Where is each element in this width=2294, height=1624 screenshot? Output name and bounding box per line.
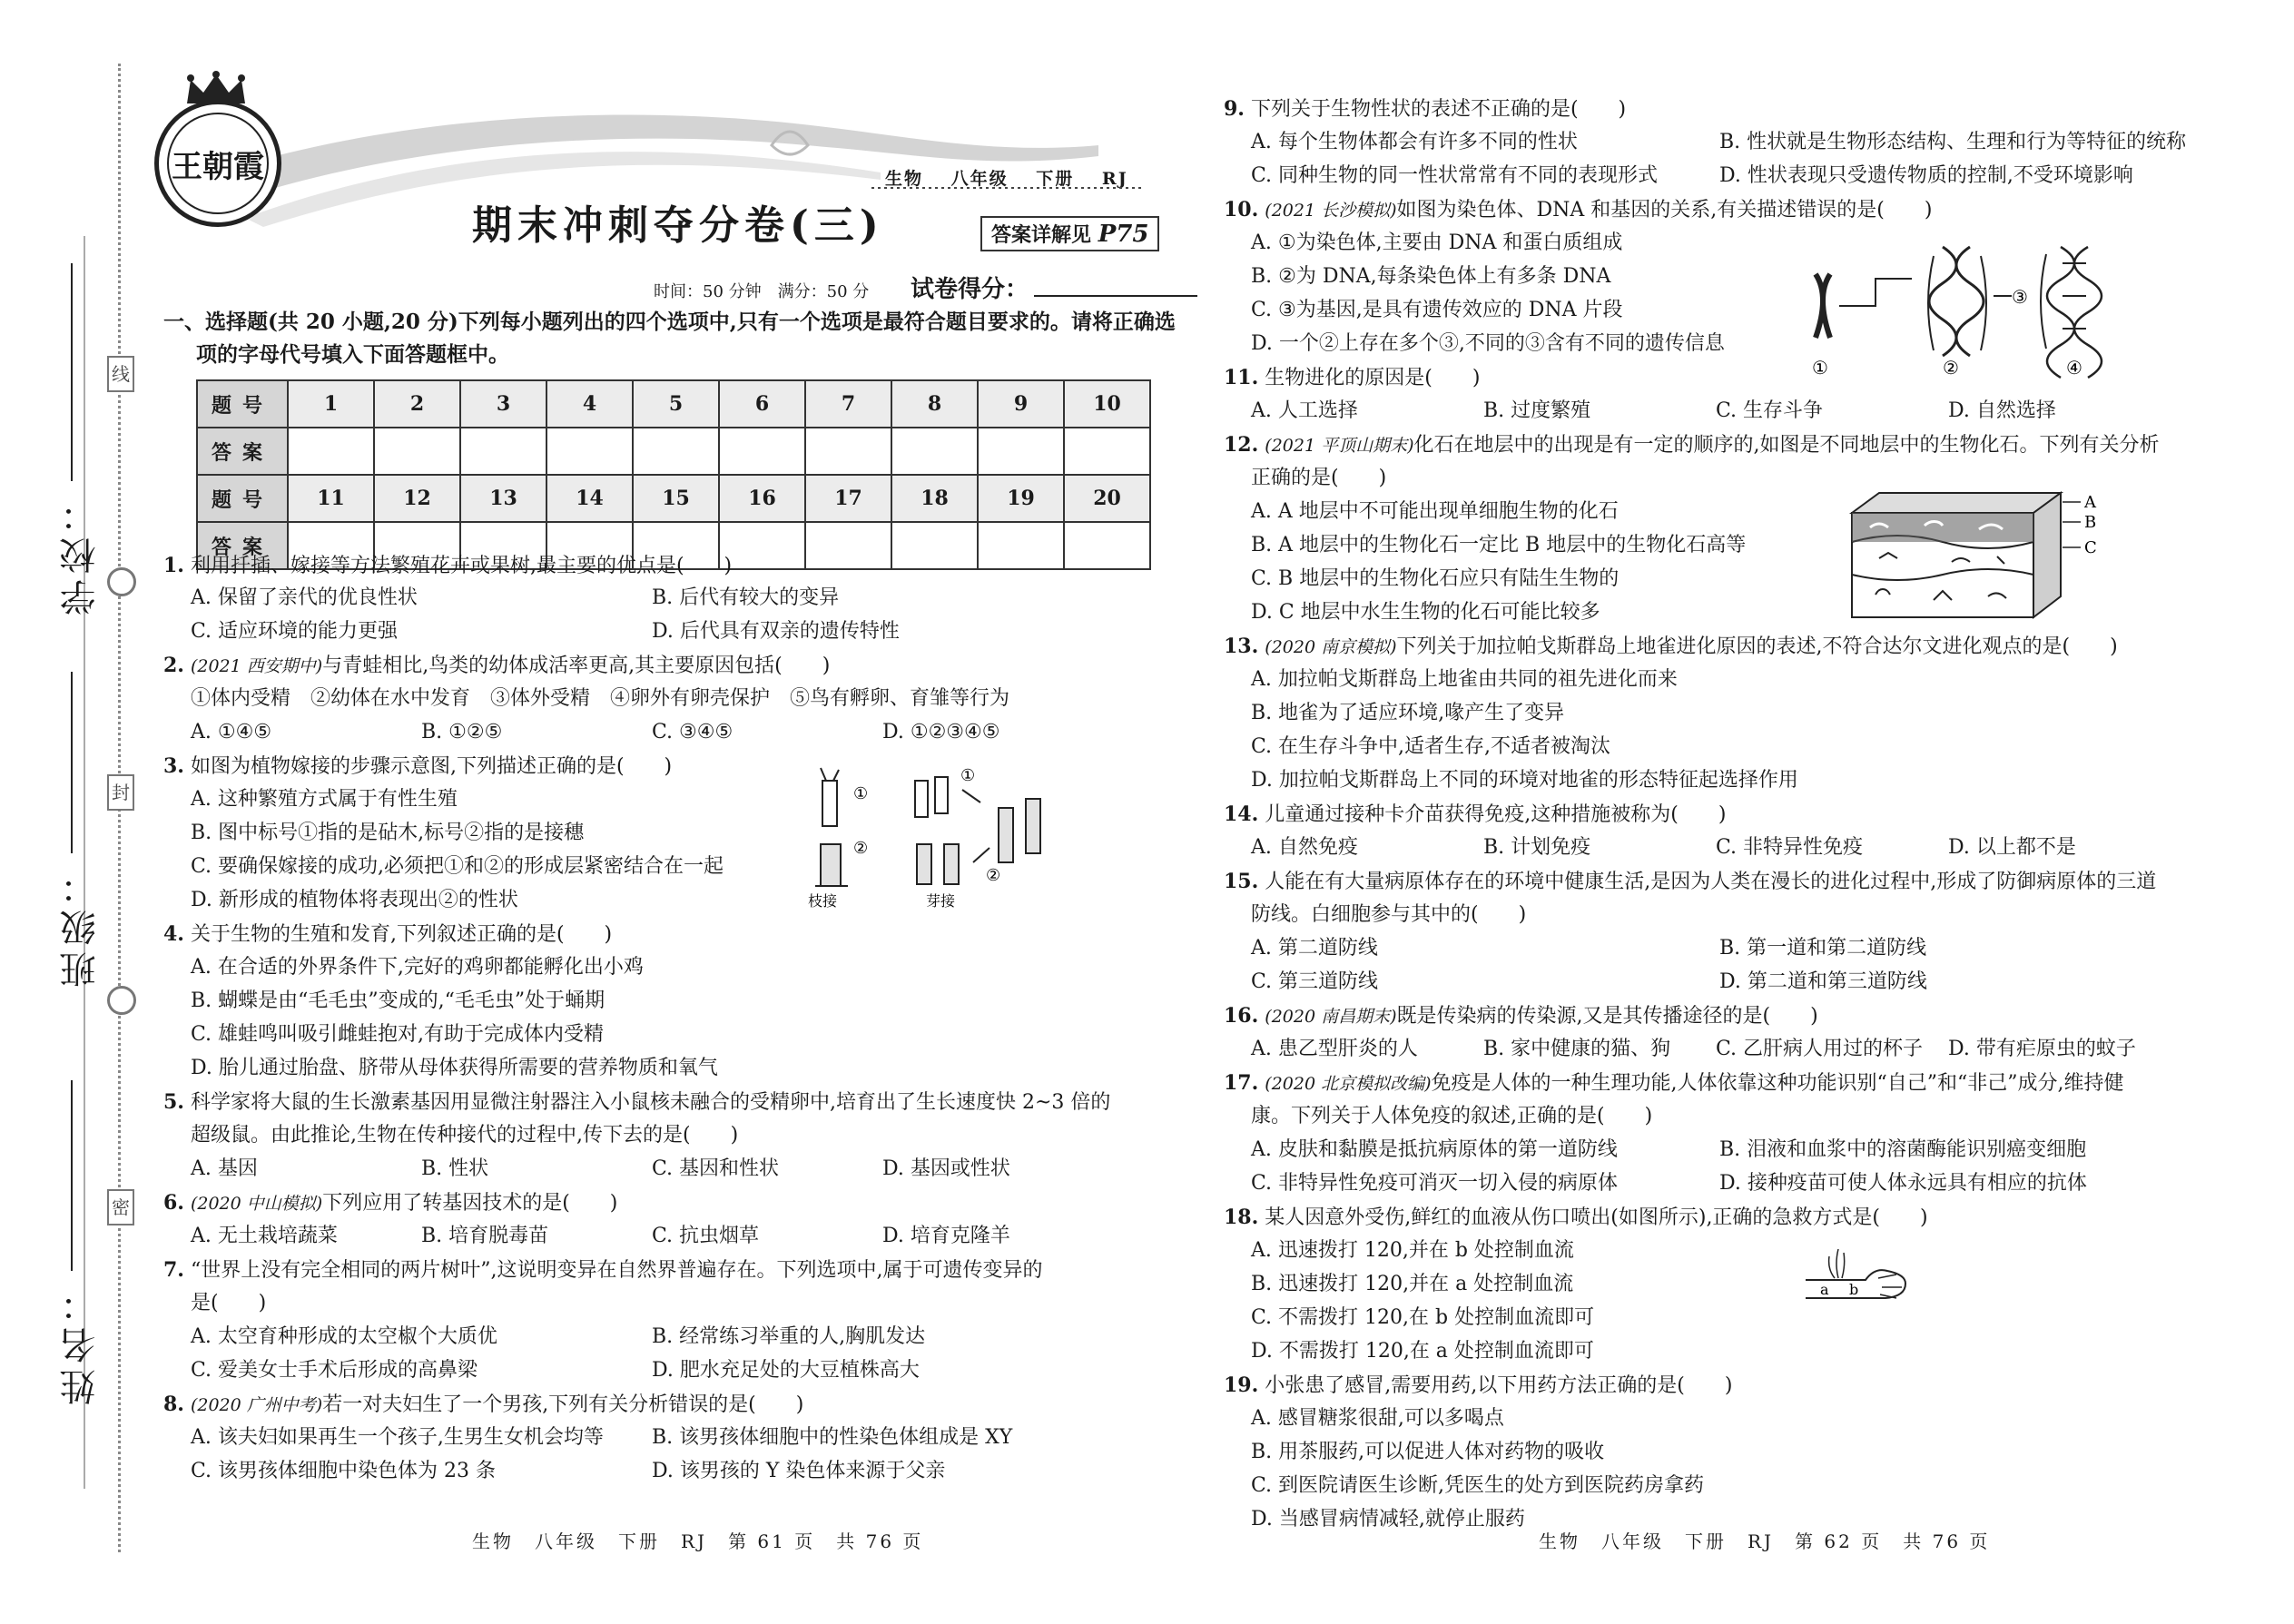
question-7-stem: 7. “世界上没有完全相同的两片树叶”,这说明变异在自然界普遍存在。下列选项中,属于可遗传变异的 (163, 1258, 1043, 1282)
answer-cell[interactable] (719, 428, 805, 475)
option[interactable]: D. 接种疫苗可使人体永远具有相应的抗体 (1719, 1172, 2087, 1195)
option[interactable]: A. 自然免疫 (1251, 836, 1358, 859)
option[interactable]: C. 抗虫烟草 (652, 1225, 760, 1247)
question-14-stem: 14. 儿童通过接种卡介苗获得免疫,这种措施被称为( ) (1224, 802, 1727, 826)
grid-row-answers-1 (197, 428, 1150, 475)
option[interactable]: A. 皮肤和黏膜是抵抗病原体的第一道防线 (1251, 1138, 1618, 1161)
option[interactable]: B. 计划免疫 (1483, 836, 1591, 859)
option[interactable]: C. 第三道防线 (1251, 970, 1379, 993)
answer-cell[interactable] (288, 428, 374, 475)
tag-subject: 生物 (885, 169, 924, 189)
grid-num: 18 (891, 475, 978, 522)
grafting-figure (808, 763, 1080, 908)
option[interactable]: D. 加拉帕戈斯群岛上不同的环境对地雀的形态特征起选择作用 (1251, 769, 1798, 792)
answer-cell[interactable] (460, 428, 546, 475)
option[interactable]: A. 该夫妇如果再生一个孩子,生男生女机会均等 (191, 1426, 604, 1449)
question-13-stem: 13. (2020 南京模拟)下列关于加拉帕戈斯群岛上地雀进化原因的表述,不符合达尔文进化观点的是( ) (1224, 635, 2118, 658)
footer-right: 生物 八年级 下册 RJ 第 62 页 共 76 页 (1539, 1530, 1991, 1552)
option[interactable]: C. 乙肝病人用过的杯子 (1716, 1038, 1924, 1060)
grid-num: 17 (805, 475, 891, 522)
option[interactable]: C. 在生存斗争中,适者生存,不适者被淘汰 (1251, 735, 1611, 758)
question-10-stem: 10. (2021 长沙模拟)如图为染色体、DNA 和基因的关系,有关描述错误的是( ) (1224, 198, 1933, 221)
fig-mark-2: ② (853, 839, 869, 858)
option[interactable]: D. 后代具有双亲的遗传特性 (652, 620, 900, 643)
option[interactable]: D. 自然选择 (1948, 399, 2056, 422)
question-9-stem: 9. 下列关于生物性状的表述不正确的是( ) (1224, 97, 1627, 121)
option[interactable]: A. 太空育种形成的太空椒个大质优 (191, 1325, 497, 1348)
grid-num: 12 (374, 475, 460, 522)
option[interactable]: D. C 地层中水生生物的化石可能比较多 (1251, 601, 1600, 624)
option[interactable]: B. 用茶服药,可以促进人体对药物的吸收 (1251, 1441, 1605, 1463)
question-7-stem-cont: 是( ) (191, 1292, 267, 1314)
svg-text:①: ① (960, 766, 976, 785)
answer-ref-prefix: 答案详解见 (991, 223, 1092, 247)
option[interactable]: C. 生存斗争 (1716, 399, 1824, 422)
grid-row-numbers-2 (197, 475, 1150, 522)
fig12-label-a: A (2084, 493, 2096, 512)
option[interactable]: C. 要确保嫁接的成功,必须把①和②的形成层紧密结合在一起 (191, 855, 724, 878)
option[interactable]: A. 这种繁殖方式属于有性生殖 (191, 788, 458, 811)
grid-header-ans: 答案 (197, 522, 288, 569)
grid-num: 6 (719, 380, 805, 428)
section1-instructions: 一、选择题(共 20 小题,20 分)下列每小题列出的四个选项中,只有一个选项是最符合题目要求的。请将正确选 (163, 310, 1176, 334)
answer-cell[interactable] (805, 522, 891, 569)
fig-label-branch: 枝接 (808, 892, 838, 908)
option[interactable]: A. 加拉帕戈斯群岛上地雀由共同的祖先进化而来 (1251, 668, 1678, 691)
answer-reference (980, 216, 1159, 251)
option[interactable]: B. 泪液和血浆中的溶菌酶能识别癌变细胞 (1719, 1138, 2087, 1161)
answer-cell[interactable] (1064, 522, 1150, 569)
seal-char-mi: 密 (107, 1189, 134, 1225)
question-17-stem-cont: 康。下列关于人体免疫的叙述,正确的是( ) (1251, 1105, 1653, 1127)
answer-cell[interactable] (719, 522, 805, 569)
header-dotted-underline (871, 186, 1144, 213)
question-12-stem-cont: 正确的是( ) (1251, 467, 1387, 489)
class-label: 班级： (60, 862, 102, 988)
grid-num: 15 (633, 475, 719, 522)
option[interactable]: A. 迅速拨打 120,并在 b 处控制血流 (1251, 1239, 1574, 1262)
option[interactable]: B. 性状就是生物形态结构、生理和行为等特征的统称 (1719, 131, 2187, 153)
question-2-items: ①体内受精 ②幼体在水中发育 ③体外受精 ④卵外有卵壳保护 ⑤鸟有孵卵、育雏等行为 (191, 687, 1010, 710)
question-15-stem: 15. 人能在有大量病原体存在的环境中健康生活,是因为人类在漫长的进化过程中,形成了防御病原体的三道 (1224, 870, 2157, 893)
question-12-stem: 12. (2021 平顶山期末)化石在地层中的出现是有一定的顺序的,如图是不同地层中的生物化石。下列有关分析 (1224, 433, 2160, 457)
option[interactable]: D. 新形成的植物体将表现出②的性状 (191, 889, 518, 911)
tag-grade: 八年级 (950, 169, 1009, 189)
grid-num: 2 (374, 380, 460, 428)
answer-grid (196, 379, 1151, 570)
option[interactable]: C. 爱美女士手术后形成的高鼻梁 (191, 1359, 478, 1382)
question-3-stem: 3. 如图为植物嫁接的步骤示意图,下列描述正确的是( ) (163, 754, 673, 778)
fossil-layers-figure (1843, 486, 2106, 631)
answer-cell[interactable] (978, 522, 1064, 569)
option[interactable]: B. 性状 (421, 1157, 489, 1180)
page-title: 期末冲刺夺分卷(三) (472, 202, 884, 249)
fig12-label-c: C (2084, 538, 2097, 557)
option[interactable]: D. 一个②上存在多个③,不同的③含有不同的遗传信息 (1251, 332, 1725, 355)
answer-cell[interactable] (805, 428, 891, 475)
score-blank[interactable] (1034, 295, 1197, 297)
option[interactable]: A. 在合适的外界条件下,完好的鸡卵都能孵化出小鸡 (191, 956, 644, 979)
svg-text:②: ② (986, 866, 1001, 885)
option[interactable]: A. 保留了亲代的优良性状 (191, 586, 418, 609)
option[interactable]: D. ①②③④⑤ (882, 721, 1000, 743)
option[interactable]: A. ①为染色体,主要由 DNA 和蛋白质组成 (1251, 231, 1623, 254)
option[interactable]: C. ③为基因,是具有遗传效应的 DNA 片段 (1251, 299, 1623, 321)
option[interactable]: C. 雄蛙鸣叫吸引雌蛙抱对,有助于完成体内受精 (191, 1023, 605, 1046)
answer-cell[interactable] (891, 428, 978, 475)
grid-num: 16 (719, 475, 805, 522)
fig10-label-4: ④ (2066, 357, 2082, 379)
question-2-stem: 2. (2021 西安期中)与青蛙相比,鸟类的幼体成活率更高,其主要原因包括( ) (163, 654, 831, 677)
wound-arm-figure (1802, 1242, 1911, 1314)
option[interactable]: B. 经常练习举重的人,胸肌发达 (652, 1325, 926, 1348)
option[interactable]: A. 患乙型肝炎的人 (1251, 1038, 1418, 1060)
option[interactable]: B. ①②⑤ (421, 721, 503, 743)
exam-meta (654, 271, 1197, 304)
answer-cell[interactable] (978, 428, 1064, 475)
grid-num: 1 (288, 380, 374, 428)
option[interactable]: B. 家中健康的猫、狗 (1483, 1038, 1671, 1060)
answer-cell[interactable] (891, 522, 978, 569)
option[interactable]: A. 人工选择 (1251, 399, 1358, 422)
option[interactable]: D. 肥水充足处的大豆植株高大 (652, 1359, 920, 1382)
question-4-stem: 4. 关于生物的生殖和发育,下列叙述正确的是( ) (163, 922, 613, 946)
fig10-label-3: ③ (2012, 286, 2028, 308)
brand-logo-text: 王朝霞 (167, 113, 269, 214)
grid-num: 10 (1064, 380, 1150, 428)
fig18-label-a: a (1820, 1281, 1829, 1298)
answer-cell[interactable] (546, 428, 633, 475)
option[interactable]: D. 带有疟原虫的蚊子 (1948, 1038, 2136, 1060)
option[interactable]: C. ③④⑤ (652, 721, 733, 743)
option[interactable]: A. A 地层中不可能出现单细胞生物的化石 (1251, 500, 1619, 523)
option[interactable]: B. ②为 DNA,每条染色体上有多条 DNA (1251, 265, 1611, 288)
answer-cell[interactable] (1064, 428, 1150, 475)
grid-header-num: 题号 (197, 380, 288, 428)
grid-num: 9 (978, 380, 1064, 428)
grid-num: 14 (546, 475, 633, 522)
grid-num: 11 (288, 475, 374, 522)
question-18-stem: 18. 某人因意外受伤,鲜红的血液从伤口喷出(如图所示),正确的急救方式是( ) (1224, 1206, 1928, 1229)
section1-instructions-cont: 项的字母代号填入下面答题框中。 (196, 342, 509, 367)
question-17-stem: 17. (2020 北京模拟改编)免疫是人体的一种生理功能,人体依靠这种功能识别“自己”和“非己”成分,维持健 (1224, 1071, 2124, 1095)
grid-num: 20 (1064, 475, 1150, 522)
option[interactable]: A. 无土栽培蔬菜 (191, 1225, 338, 1247)
option[interactable]: C. 该男孩体细胞中染色体为 23 条 (191, 1460, 497, 1482)
binding-ring (107, 567, 136, 596)
name-label: 姓名： (60, 1280, 102, 1405)
grid-header-num: 题号 (197, 475, 288, 522)
grid-num: 7 (805, 380, 891, 428)
school-blank[interactable] (71, 263, 73, 481)
grid-header-ans: 答案 (197, 428, 288, 475)
binding-ring (107, 986, 136, 1015)
option[interactable]: B. 地雀为了适应环境,喙产生了变异 (1251, 702, 1565, 724)
option[interactable]: A. 每个生物体都会有许多不同的性状 (1251, 131, 1578, 153)
grid-num: 3 (460, 380, 546, 428)
option[interactable]: C. 同种生物的同一性状常常有不同的表现形式 (1251, 164, 1659, 187)
option[interactable]: A. 感冒糖浆很甜,可以多喝点 (1251, 1407, 1504, 1430)
score-label: 试卷得分： (911, 276, 1029, 303)
fig-mark-1: ① (853, 784, 869, 803)
grid-num: 4 (546, 380, 633, 428)
option[interactable]: B. 该男孩体细胞中的性染色体组成是 XY (652, 1426, 1013, 1449)
grid-num: 19 (978, 475, 1064, 522)
question-11-stem: 11. 生物进化的原因是( ) (1224, 366, 1481, 389)
option[interactable]: B. 迅速拨打 120,并在 a 处控制血流 (1251, 1273, 1574, 1295)
option[interactable]: C. 不需拨打 120,在 b 处控制血流即可 (1251, 1306, 1595, 1329)
question-8-stem: 8. (2020 广州中考)若一对夫妇生了一个男孩,下列有关分析错误的是( ) (163, 1393, 804, 1416)
option[interactable]: C. 非特异性免疫 (1716, 836, 1864, 859)
option[interactable]: B. 图中标号①指的是砧木,标号②指的是接穗 (191, 822, 585, 844)
option[interactable]: B. 培育脱毒苗 (421, 1225, 549, 1247)
option[interactable]: D. 当感冒病情减轻,就停止服药 (1251, 1508, 1525, 1530)
name-blank[interactable] (71, 1080, 73, 1271)
answer-cell[interactable] (374, 428, 460, 475)
tag-edition: RJ (1101, 169, 1128, 189)
question-5-stem-cont: 超级鼠。由此推论,生物在传种接代的过程中,传下去的是( ) (191, 1124, 739, 1147)
question-16-stem: 16. (2020 南昌期末)既是传染病的传染源,又是其传播途径的是( ) (1224, 1004, 1818, 1028)
option[interactable]: B. 过度繁殖 (1483, 399, 1591, 422)
question-5-stem: 5. 科学家将大鼠的生长激素基因用显微注射器注入小鼠核未融合的受精卵中,培育出了生长速度快 2~3 倍的 (163, 1090, 1111, 1114)
option[interactable]: D. 不需拨打 120,在 a 处控制血流即可 (1251, 1340, 1594, 1363)
option[interactable]: D. 胎儿通过胎盘、脐带从母体获得所需要的营养物质和氧气 (191, 1057, 718, 1079)
option[interactable]: D. 基因或性状 (882, 1157, 1010, 1180)
footer-left: 生物 八年级 下册 RJ 第 61 页 共 76 页 (472, 1530, 924, 1552)
fig18-label-b: b (1849, 1281, 1859, 1298)
question-6-stem: 6. (2020 中山模拟)下列应用了转基因技术的是( ) (163, 1191, 618, 1215)
tag-volume: 下册 (1036, 169, 1075, 189)
answer-cell[interactable] (633, 428, 719, 475)
class-blank[interactable] (71, 672, 73, 853)
option[interactable]: B. 第一道和第二道防线 (1719, 937, 1927, 960)
grid-num: 13 (460, 475, 546, 522)
brand-logo (154, 100, 281, 227)
time-info: 时间：50 分钟 满分：50 分 (654, 282, 870, 301)
grid-row-numbers-1 (197, 380, 1150, 428)
option[interactable]: D. 培育克隆羊 (882, 1225, 1010, 1247)
option[interactable]: C. 到医院请医生诊断,凭医生的处方到医院药房拿药 (1251, 1474, 1705, 1497)
option[interactable]: B. 后代有较大的变异 (652, 586, 840, 609)
option[interactable]: A. 基因 (191, 1157, 258, 1180)
seal-char-xian: 线 (107, 356, 134, 392)
fig10-label-2: ② (1943, 357, 1959, 379)
question-15-stem-cont: 防线。白细胞参与其中的( ) (1251, 903, 1527, 926)
seal-char-feng: 封 (107, 774, 134, 811)
fig-label-bud: 芽接 (926, 892, 956, 908)
option[interactable]: D. 性状表现只受遗传物质的控制,不受环境影响 (1719, 164, 2133, 187)
question-1-stem: 1. 利用扦插、嫁接等方法繁殖花卉或果树,最主要的优点是( ) (163, 554, 733, 577)
chromosome-dna-gene-figure (1807, 238, 2233, 379)
option[interactable]: D. 以上都不是 (1948, 836, 2076, 859)
question-19-stem: 19. 小张患了感冒,需要用药,以下用药方法正确的是( ) (1224, 1373, 1733, 1397)
option[interactable]: D. 该男孩的 Y 染色体来源于父亲 (652, 1460, 946, 1482)
option[interactable]: B. A 地层中的生物化石一定比 B 地层中的生物化石高等 (1251, 534, 1747, 556)
option[interactable]: C. 适应环境的能力更强 (191, 620, 399, 643)
option[interactable]: B. 蝴蝶是由“毛毛虫”变成的,“毛毛虫”处于蛹期 (191, 989, 605, 1012)
grid-num: 8 (891, 380, 978, 428)
answer-ref-page: P75 (1098, 221, 1149, 248)
option[interactable]: A. ①④⑤ (191, 721, 272, 743)
option[interactable]: D. 第二道和第三道防线 (1719, 970, 1927, 993)
option[interactable]: C. B 地层中的生物化石应只有陆生生物的 (1251, 567, 1620, 590)
option[interactable]: A. 第二道防线 (1251, 937, 1378, 960)
school-label: 学校： (60, 490, 102, 615)
fig10-label-1: ① (1812, 357, 1828, 379)
option[interactable]: C. 基因和性状 (652, 1157, 780, 1180)
option[interactable]: C. 非特异性免疫可消灭一切入侵的病原体 (1251, 1172, 1619, 1195)
grid-num: 5 (633, 380, 719, 428)
fig12-label-b: B (2084, 513, 2097, 532)
